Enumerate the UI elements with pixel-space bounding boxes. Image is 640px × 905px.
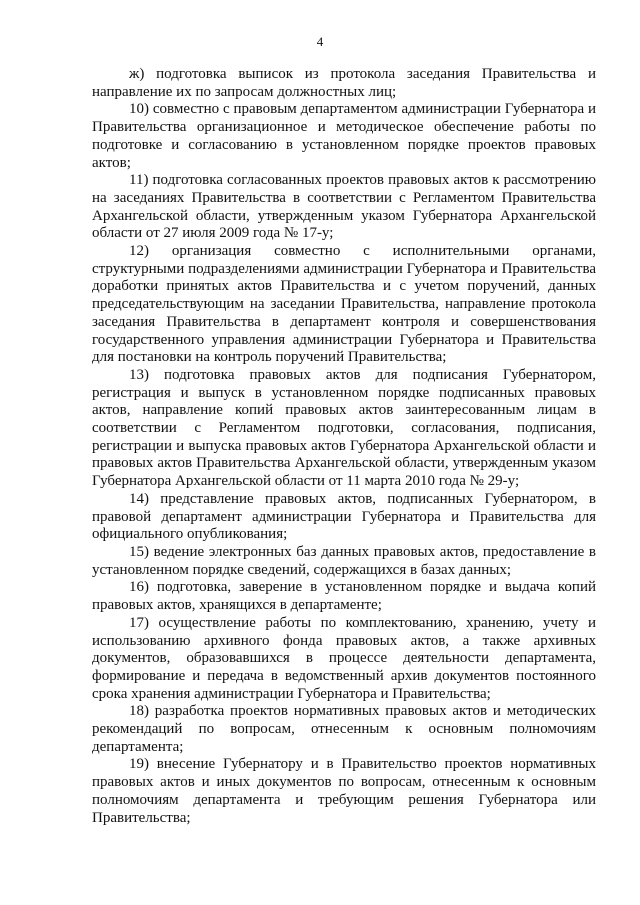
paragraph-item-12: 12) организация совместно с исполнительными органами, структурными подразделениями администрации Губернатора и Правительства доработки принятых актов Правительства и с учетом поручений, данных председательствующим на заседании Правительства, направление протокола заседания Правительства в департамент контроля и совершенствования государственного управления администрации Губернатора и Правительства для постановки на контроль поручений Правительства; (92, 243, 596, 366)
paragraph-item-15: 15) ведение электронных баз данных правовых актов, предоставление в установленном порядке сведений, содержащихся в базах данных; (92, 543, 596, 578)
paragraph-item-14: 14) представление правовых актов, подписанных Губернатором, в правовой департамент администрации Губернатора и Правительства для официального опубликования; (92, 490, 596, 543)
page-number: 4 (316, 34, 324, 49)
paragraph-item-10: 10) совместно с правовым департаментом администрации Губернатора и Правительства организационное и методическое обеспечение работы по подготовке и согласованию в установленном порядке проектов правовых актов; (92, 101, 596, 171)
paragraph-item-zh: ж) подготовка выписок из протокола заседания Правительства и направление их по запросам должностных лиц; (92, 66, 596, 100)
paragraph-item-11: 11) подготовка согласованных проектов правовых актов к рассмотрению на заседаниях Правительства в соответствии с Регламентом Правительства Архангельской области, утвержденным указом Губернатора Архангельской области от 27 июля 2009 года № 17-у; (92, 172, 596, 242)
paragraph-item-18: 18) разработка проектов нормативных правовых актов и методических рекомендаций по вопросам, отнесенным к основным полномочиям департамента; (92, 703, 596, 755)
paragraph-item-19: 19) внесение Губернатору и в Правительство проектов нормативных правовых актов и иных документов по вопросам, отнесенным к основным полномочиям департамента и требующим решения Губернатора или Правительства; (92, 756, 596, 826)
paragraph-item-17: 17) осуществление работы по комплектованию, хранению, учету и использованию архивного фонда правовых актов, а также архивных документов, образовавшихся в процессе деятельности департамента, формирование и передача в ведомственный архив документов постоянного срока хранения администрации Губернатора и Правительства; (92, 614, 596, 702)
paragraph-item-16: 16) подготовка, заверение в установленном порядке и выдача копий правовых актов, хранящихся в департаменте; (92, 579, 596, 614)
document-body (92, 66, 596, 827)
paragraph-item-13: 13) подготовка правовых актов для подписания Губернатором, регистрация и выпуск в установленном порядке подписанных правовых актов, направление копий правовых актов заинтересованным лицам в соответствии с Регламентом подготовки, согласования, подписания, регистрации и выпуска правовых актов Губернатора Архангельской области и правовых актов Правительства Архангельской области, утвержденным указом Губернатора Архангельской области от 11 марта 2010 года № 29-у; (92, 366, 596, 490)
